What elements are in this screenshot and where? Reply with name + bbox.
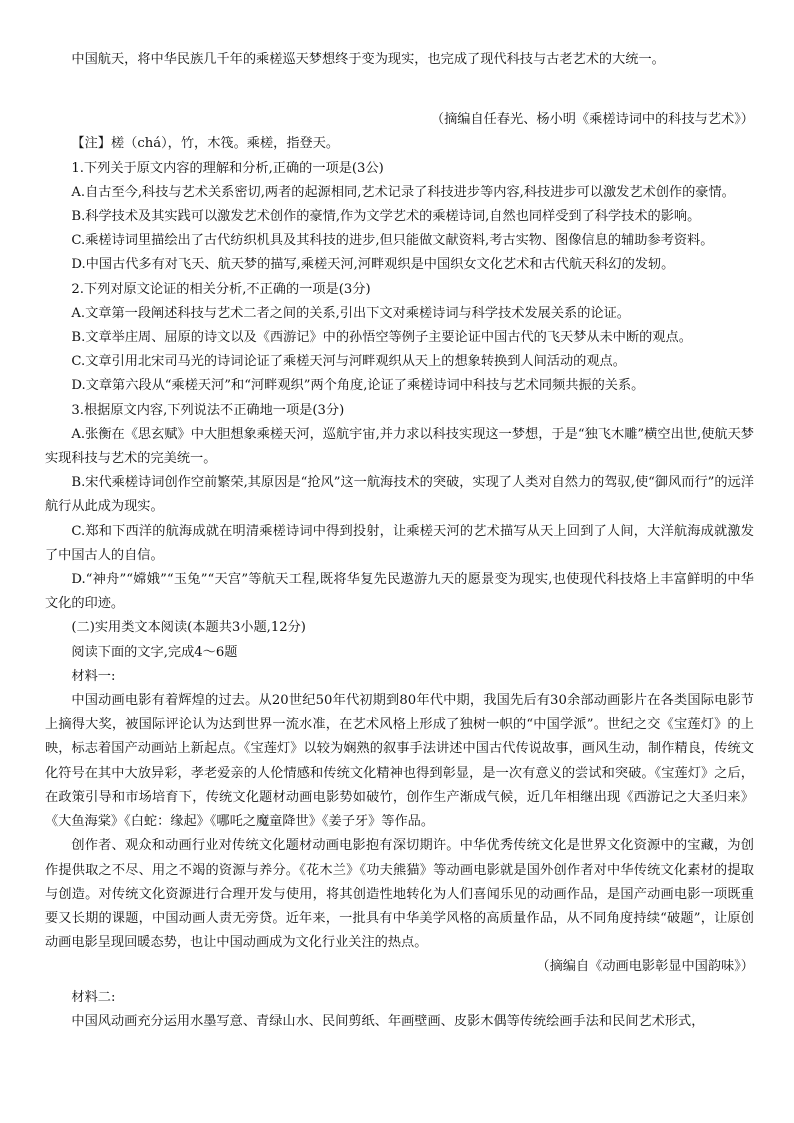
- paragraph: C.郑和下西洋的航海成就在明清乘槎诗词中得到投射，让乘槎天河的艺术描写从天上回到了人间，大洋航海成就激发了中国古人的自信。: [45, 523, 754, 563]
- paragraph: D.文章第六段从“乘槎天河”和“河畔观织”两个角度,论证了乘槎诗词中科技与艺术同频共振的关系。: [71, 378, 645, 394]
- paragraph: A.文章第一段阐述科技与艺术二者之间的关系,引出下文对乘槎诗词与科学技术发展关系的论证。: [71, 305, 630, 321]
- paragraph: (二)实用类文本阅读(本题共3小题,12分): [71, 620, 306, 636]
- paragraph: 中国航天，将中华民族几千年的乘槎巡天梦想终于变为现实，也完成了现代科技与古老艺术的大统一。: [71, 52, 665, 67]
- paragraph: 材料一:: [71, 668, 116, 684]
- paragraph: （摘编自任春光、杨小明《乘槎诗词中的科技与艺术》）: [430, 112, 754, 128]
- paragraph: 阅读下面的文字,完成4～6题: [71, 644, 238, 660]
- paragraph: 创作者、观众和动画行业对传统文化题材动画电影抱有深切期许。中华优秀传统文化是世界文化资源中的宝藏，为创作提供取之不尽、用之不竭的资源与养分。《花木兰》《功夫熊猫》等动画电影就是国外创作者对中华传统文化素材的提取与创造。对传统文化资源进行合理开发与使用，将其创造性地转化为人们喜闻乐见的动画作品，是国产动画电影一项既重要又长期的课题，中国动画人责无旁贷。近年来，一批具有中华美学风格的高质量作品，从不同角度持续“破题”，让原创动画电影呈现回暖态势，也让中国动画成为文化行业关注的热点。: [45, 838, 754, 951]
- paragraph: 【注】槎（chá），竹，木筏。乘槎，指登天。: [71, 136, 340, 152]
- paragraph: B.科学技术及其实践可以激发艺术创作的豪情,作为文学艺术的乘槎诗词,自然也同样受到了科学技术的影响。: [71, 209, 701, 225]
- paragraph: B.文章举庄周、屈原的诗文以及《西游记》中的孙悟空等例子主要论证中国古代的飞天梦从未中断的观点。: [71, 330, 692, 346]
- paragraph: 3.根据原文内容,下列说法不正确地一项是(3分): [71, 402, 345, 418]
- spacer: [45, 72, 754, 108]
- paragraph: A.自古至今,科技与艺术关系密切,两者的起源相同,艺术记录了科技进步等内容,科技进步可以激发艺术创作的豪情。: [71, 184, 735, 200]
- paragraph: 2.下列对原文论证的相关分析,不正确的一项是(3分): [71, 281, 371, 297]
- paragraph: 材料二:: [71, 989, 116, 1005]
- paragraph: D.“神舟”“嫦娥”“玉兔”“天宫”等航天工程,既将华复先民遨游九天的愿景变为现实,也使现代科技烙上丰富鲜明的中华文化的印迹。: [45, 572, 754, 612]
- paragraph: 中国动画电影有着辉煌的过去。从20世纪50年代初期到80年代中期，我国先后有30余部动画影片在各类国际电影节上摘得大奖，被国际评论认为达到世界一流水准，在艺术风格上形成了独树一帜的“中国学派”。世纪之交《宝莲灯》的上映，标志着国产动画站上新起点。《宝莲灯》以较为娴熟的叙事手法讲述中国古代传说故事，画风生动，制作精良，传统文化符号在其中大放异彩，孝老爱亲的人伦情感和传统文化精神也得到彰显，是一次有意义的尝试和突破。《宝莲灯》之后，在政策引导和市场培育下，传统文化题材动画电影势如破竹，创作生产渐成气候，近几年相继出现《西游记之大圣归来》《大鱼海棠》《白蛇：缘起》《哪吒之魔童降世》《姜子牙》等作品。: [45, 693, 754, 830]
- paragraph: C.文章引用北宋司马光的诗词论证了乘槎天河与河畔观织从天上的想象转换到人间活动的观点。: [71, 354, 626, 370]
- paragraph: D.中国古代多有对飞天、航天梦的描写,乘槎天河,河畔观织是中国织女文化艺术和古代航天科幻的发轫。: [71, 257, 675, 273]
- paragraph: （摘编自《动画电影彰显中国韵味》）: [536, 959, 754, 975]
- paragraph: B.宋代乘槎诗词创作空前繁荣,其原因是“抢风”这一航海技术的突破，实现了人类对自然力的驾驭,使“御风而行”的远洋航行从此成为现实。: [45, 475, 754, 515]
- paragraph: 1.下列关于原文内容的理解和分析,正确的一项是(3公): [71, 160, 384, 176]
- paragraph: A.张衡在《思玄赋》中大胆想象乘槎天河，巡航宇宙,并力求以科技实现这一梦想，于是“独飞木雕”横空出世,使航天梦实现科技与艺术的完美统一。: [45, 426, 754, 467]
- paragraph: C.乘槎诗词里描绘出了古代纺织机具及其科技的进步,但只能做文献资料,考古实物、图像信息的辅助参考资料。: [71, 233, 714, 249]
- paragraph: 中国风动画充分运用水墨写意、青绿山水、民间剪纸、年画壁画、皮影木偶等传统绘画手法和民间艺术形式，: [71, 1013, 705, 1029]
